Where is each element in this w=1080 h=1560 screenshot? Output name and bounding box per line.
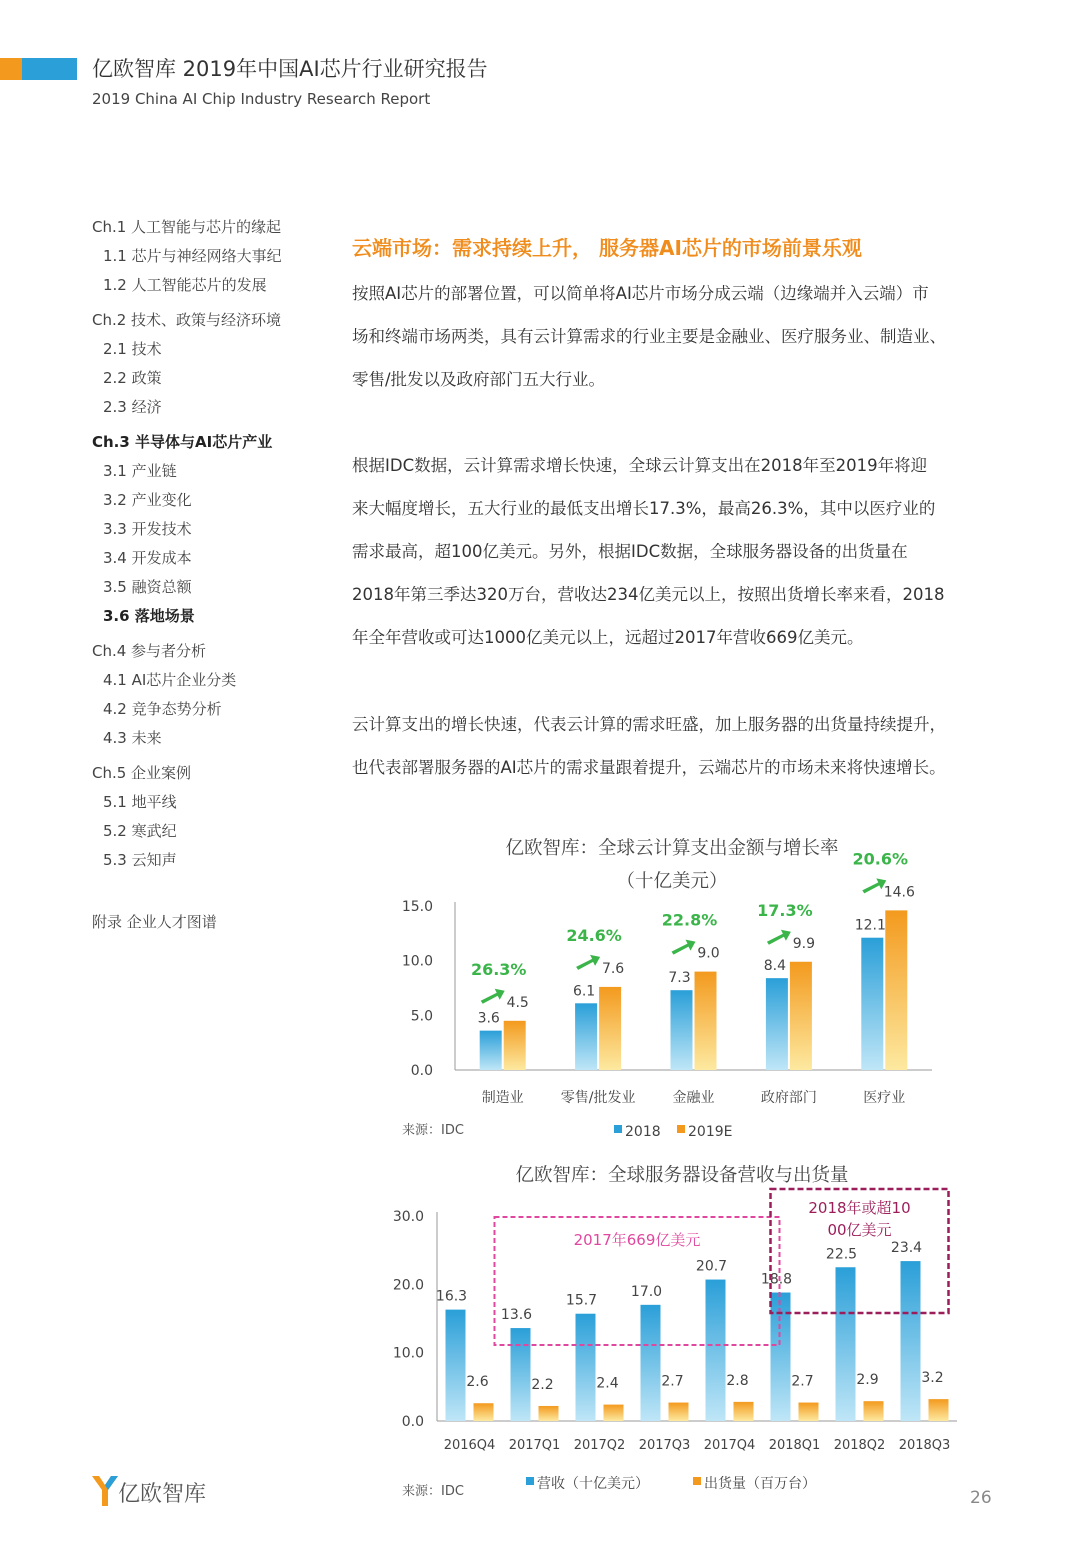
x-tick-label: 2018Q3 [898,1438,951,1453]
chart-source: 来源：IDC [402,1484,464,1499]
growth-arrow-icon [576,955,600,970]
y-tick-label: 20.0 [392,1277,424,1294]
y-tick-label: 30.0 [392,1209,424,1225]
paragraph-line: 年全年营收或可达1000亿美元以上，远超过2017年营收669亿美元。 [352,628,864,647]
toc-item[interactable]: Ch.5 企业案例 [92,764,192,782]
bar-2019e [885,910,907,1070]
legend-swatch-2018 [614,1125,622,1133]
x-tick-label: 2016Q4 [443,1438,496,1453]
data-label: 2.7 [661,1373,684,1390]
legend-label: 2018 [625,1124,661,1140]
paragraph-line: 零售/批发以及政府部门五大行业。 [352,370,606,389]
data-label: 9.0 [697,945,720,962]
bar-shipment [604,1405,624,1421]
toc-item[interactable]: 5.3 云知声 [103,851,177,869]
annotation-line: 2018年或超10 [808,1199,911,1217]
y-tick-label: 10.0 [401,953,433,970]
bar-shipment [864,1401,884,1421]
data-label: 2.8 [726,1372,749,1389]
header-accent-orange [0,58,22,80]
paragraph-3 [352,703,1002,789]
toc-item[interactable]: 3.5 融资总额 [103,578,192,596]
bar-revenue [576,1314,596,1421]
paragraph-line: 根据IDC数据，云计算需求增长快速，全球云计算支出在2018年至2019年将迎 [352,456,928,475]
bar-shipment [669,1403,689,1421]
footer-logo-text: 亿欧智库 [118,1482,207,1507]
toc-item[interactable]: 附录 企业人才图谱 [92,913,217,931]
bar-2019e [790,962,812,1070]
legend-swatch-revenue [526,1477,534,1485]
toc-item[interactable]: 3.6 落地场景 [103,607,195,625]
toc-item[interactable]: 4.3 未来 [103,729,162,747]
y-tick-label: 15.0 [401,899,433,915]
cloud-spending-chart [352,820,1012,1150]
legend-swatch-2019e [677,1125,685,1133]
toc-item[interactable]: Ch.4 参与者分析 [92,642,207,660]
x-tick-label: 2017Q3 [638,1438,691,1453]
data-label: 14.6 [883,884,915,901]
growth-label: 24.6% [566,925,622,945]
annotation-label [808,1199,910,1239]
annotation-label: 2017年669亿美元 [573,1231,701,1249]
growth-label: 20.6% [852,849,909,869]
x-tick-label: 2017Q2 [573,1438,626,1453]
x-tick-label: 零售/批发业 [560,1090,636,1106]
toc-item[interactable]: 4.1 AI芯片企业分类 [103,671,237,689]
legend-label: 2019E [688,1124,733,1140]
paragraph-1 [352,272,1002,401]
bar-revenue [446,1310,466,1421]
chart2-title: 亿欧智库：全球服务器设备营收与出货量 [515,1165,849,1186]
data-label: 16.3 [435,1288,468,1305]
report-subtitle: 2019 China AI Chip Industry Research Report [92,90,431,108]
data-label: 4.5 [506,994,529,1011]
toc-item[interactable]: Ch.1 人工智能与芯片的缘起 [92,218,282,236]
bar-2018 [671,990,693,1070]
x-tick-label: 制造业 [481,1090,524,1106]
bar-2019e [599,987,621,1070]
data-label: 22.5 [825,1246,858,1263]
data-label: 2.4 [596,1375,619,1392]
paragraph-line: 场和终端市场两类，具有云计算需求的行业主要是金融业、医疗服务业、制造业、 [352,327,946,346]
growth-arrow-icon [672,940,696,955]
page-number: 26 [970,1488,992,1508]
x-tick-label: 金融业 [672,1090,715,1106]
data-label: 15.7 [565,1292,598,1309]
data-label: 3.6 [477,1010,500,1027]
growth-label: 22.8% [661,910,718,930]
paragraph-line: 也代表部署服务器的AI芯片的需求量跟着提升，云端芯片的市场未来将快速增长。 [352,758,946,777]
bar-shipment [474,1403,494,1421]
toc-item[interactable]: 3.2 产业变化 [103,491,192,509]
x-tick-label: 2018Q1 [768,1438,821,1453]
chart1-plot [352,820,1012,1150]
bar-2019e [504,1021,526,1070]
bar-2019e [695,972,717,1070]
x-tick-label: 2018Q2 [833,1438,886,1453]
legend-label: 出货量（百万台） [704,1476,816,1492]
y-tick-label: 0.0 [401,1414,424,1430]
data-label: 17.0 [630,1283,663,1300]
legend-label: 营收（十亿美元） [537,1476,649,1492]
growth-label: 17.3% [757,900,813,920]
x-tick-label: 医疗业 [863,1090,906,1106]
data-label: 7.6 [601,960,625,977]
report-title: 亿欧智库 2019年中国AI芯片行业研究报告 [92,57,488,81]
toc-item[interactable]: 5.1 地平线 [103,793,177,811]
chart1-subtitle: （十亿美元） [616,871,728,892]
toc-item[interactable]: 2.1 技术 [103,340,162,358]
chart1-title: 亿欧智库：全球云计算支出金额与增长率 [505,838,839,859]
x-tick-label: 2017Q1 [508,1438,561,1453]
toc-item[interactable]: 5.2 寒武纪 [103,822,177,840]
paragraph-2 [352,444,1002,659]
bar-revenue [901,1261,921,1421]
toc-item[interactable]: 3.1 产业链 [103,462,177,480]
chart-source: 来源：IDC [402,1123,464,1138]
data-label: 7.3 [668,970,691,987]
data-label: 9.9 [792,935,816,952]
data-label: 23.4 [890,1240,923,1257]
chart2-plot [352,1155,1012,1500]
bar-shipment [734,1402,754,1421]
toc-item[interactable]: 1.1 芯片与神经网络大事纪 [103,247,282,265]
x-tick-label: 政府部门 [760,1090,817,1106]
data-label: 18.8 [760,1271,793,1288]
bar-shipment [929,1399,949,1421]
bar-2018 [766,978,788,1070]
bar-2018 [575,1003,597,1070]
data-label: 13.6 [500,1307,533,1324]
data-label: 2.9 [856,1372,879,1389]
growth-arrow-icon [862,878,886,893]
server-revenue-chart [352,1155,1012,1500]
x-tick-label: 2017Q4 [703,1438,756,1453]
paragraph-line: 来大幅度增长，五大行业的最低支出增长17.3%，最高26.3%，其中以医疗业的 [352,499,936,518]
growth-arrow-icon [767,930,791,945]
growth-arrow-icon [481,989,505,1004]
paragraph-line: 需求最高，超100亿美元。另外，根据IDC数据，全球服务器设备的出货量在 [352,542,908,561]
y-tick-label: 0.0 [410,1063,433,1079]
toc-item[interactable]: 2.3 经济 [103,398,162,416]
section-title: 云端市场：需求持续上升， 服务器AI芯片的市场前景乐观 [352,236,862,260]
data-label: 3.2 [921,1370,944,1387]
growth-label: 26.3% [470,959,527,979]
paragraph-line: 2018年第三季达320万台，营收达234亿美元以上，按照出货增长率来看，2018 [352,585,945,604]
data-label: 2.7 [791,1373,814,1390]
bar-2018 [861,938,883,1070]
y-tick-label: 10.0 [392,1345,424,1362]
header-accent-blue [22,58,77,80]
annotation-line: 00亿美元 [827,1221,892,1239]
data-label: 2.2 [531,1376,554,1393]
toc-item[interactable]: 1.2 人工智能芯片的发展 [103,276,267,294]
toc-item[interactable]: 3.3 开发技术 [103,520,192,538]
data-label: 12.1 [854,917,886,934]
data-label: 8.4 [763,958,787,975]
paragraph-line: 按照AI芯片的部署位置，可以简单将AI芯片市场分成云端（边缘端并入云端）市 [352,284,929,303]
bar-shipment [799,1403,819,1421]
paragraph-line: 云计算支出的增长快速，代表云计算的需求旺盛，加上服务器的出货量持续提升， [352,715,946,734]
bar-shipment [539,1406,559,1421]
bar-revenue [706,1280,726,1421]
toc-item[interactable]: 3.4 开发成本 [103,549,192,567]
toc-item[interactable]: 4.2 竞争态势分析 [103,700,222,718]
toc-item[interactable]: Ch.2 技术、政策与经济环境 [92,311,282,329]
bar-revenue [511,1328,531,1421]
y-tick-label: 5.0 [410,1008,433,1025]
toc-item[interactable]: 2.2 政策 [103,369,162,387]
legend-swatch-shipment [693,1477,701,1485]
bar-2018 [480,1031,502,1070]
bar-revenue [641,1305,661,1421]
data-label: 2.6 [466,1374,489,1391]
bar-revenue [836,1267,856,1421]
data-label: 6.1 [572,983,596,1000]
toc-item[interactable]: Ch.3 半导体与AI芯片产业 [92,433,273,451]
data-label: 20.7 [695,1258,728,1275]
